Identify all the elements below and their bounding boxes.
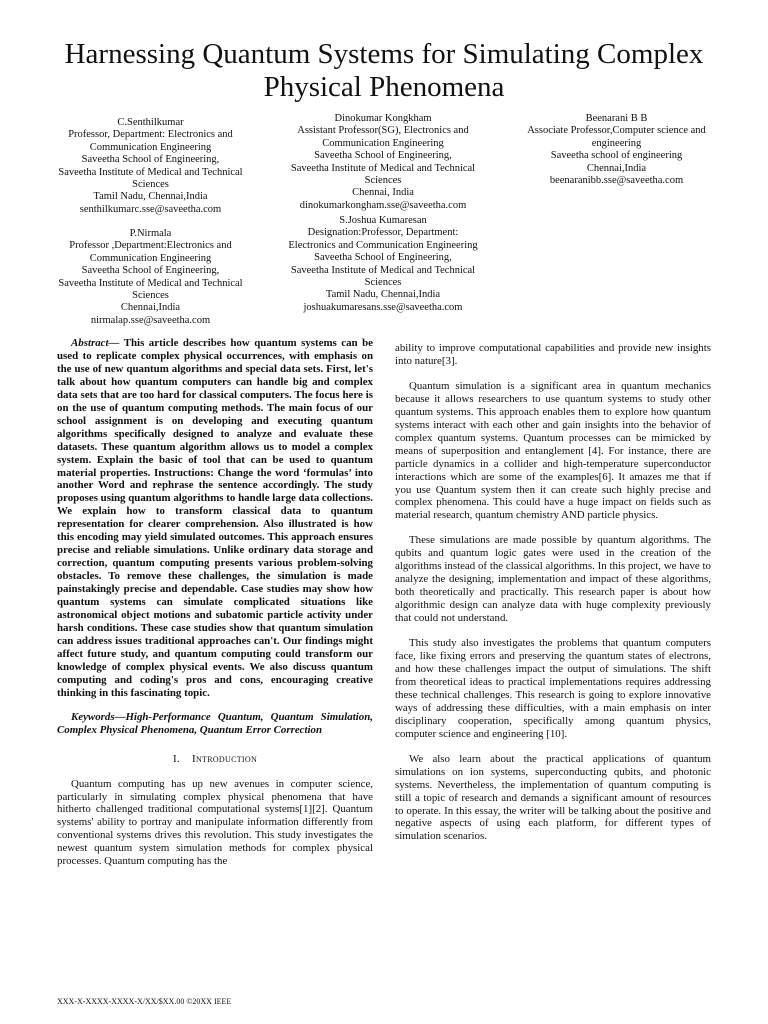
- abstract: [57, 337, 373, 700]
- right-column: [395, 342, 711, 843]
- left-column: [57, 337, 373, 868]
- intro-paragraph-5: We also learn about the practical applications of quantum simulations on ion systems, superconducting qubits, and photonic systems. Nevertheless, the implementation of quantum computing is still a topic of research and demands a significant amount of resources to operate. In this essay, the writer will be talking about the positive and negative aspects of using each platform, for different types of simulation scenarios.: [395, 752, 711, 843]
- intro-paragraph-continued: ability to improve computational capabilities and provide new insights into nature[3].: [395, 342, 711, 367]
- section-heading: [57, 753, 373, 766]
- author-block-2: Dinokumar Kongkham Assistant Professor(SG), Electronics and Communication Engineering Saveetha School of Engineering, Saveetha Institute of Medical and Technical Sciences Chennai, India dinokumarkongham.sse@saveetha.com: [290, 113, 476, 211]
- paper-title: Harnessing Quantum Systems for Simulating Complex Physical Phenomena: [64, 38, 704, 103]
- section-number: I.: [172, 752, 180, 765]
- section-title: Introduction: [191, 752, 258, 765]
- intro-paragraph-4: This study also investigates the problems that quantum computers face, like fixing errors and preserving the quantum states of electrons, and how these challenges impact the output of simulations. The shift from theoretical ideas to practical implementations requires addressing these technical challenges. This research is going to explore innovative ways of addressing these difficulties, with a main emphasis on inter disciplinary cooperation, specifically among quantum physics, computer science and engineering [10].: [395, 637, 711, 740]
- author-block-5: S.Joshua Kumaresan Designation:Professor, Department: Electronics and Communication Engineering Saveetha School of Engineering, Saveetha Institute of Medical and Technical Sciences Tamil Nadu, Chennai,India joshuakumaresans.sse@saveetha.com: [288, 215, 478, 313]
- author-block-4: P.Nirmala Professor ,Department:Electronics and Communication Engineering Saveetha School of Engineering, Saveetha Institute of Medical and Technical Sciences Chennai,India nirmalap.sse@saveetha.com: [58, 228, 243, 326]
- abstract-text: This article describes how quantum systems can be used to replicate complex physical occurrences, with emphasis on the use of new quantum algorithms and special data sets. First, let's talk about how quantum computers can handle big and complex data sets that are too hard for classical computers. The focus here is on the use of quantum computing methods. The main focus of our school assignment is on developing and executing quantum algorithms specifically designed to analyze and evaluate these datasets. These quantum algorithm allows us to model a complex system. Explain the basic of tool that can be used to quantum material properties. Instructions: Change the word ‘formulas’ into another Word and rephrase the sentence accordingly. The study proposes using quantum algorithms to handle large data collections. We explain how to transform classical data to quantum representation for clearer comprehension. Also illustrated is how this encoding may yield simulated outcomes. This approach ensures precise and reliable simulations. Unlike ordinary data storage and correction, quantum computing presents various problem-solving obstacles. To remove these challenges, the simulation is made painstakingly precise and dependable. Case studies may show how quantum systems can simulate complicated situations like astronomical object motions and subatomic particle activity under harsh conditions. These case studies show that quantum simulation can address issues traditional approaches can't. Our findings might affect future study, and quantum computing could transform our knowledge of complex physical events. We also discuss quantum computing and coding's pros and cons, encouraging creative thinking in this fascinating topic.: [57, 337, 373, 699]
- keywords: Keywords—High-Performance Quantum, Quantum Simulation, Complex Physical Phenomena, Quantum Error Correction: [57, 710, 373, 736]
- intro-paragraph-1: Quantum computing has up new avenues in computer science, particularly in simulating complex physical phenomena that have hitherto challenged traditional computational systems[1][2]. Quantum systems' ability to portray and manipulate information differently from conventional systems drives this revolution. This study investigates the newest quantum system simulation methods for complex physical processes. Quantum computing has the: [57, 777, 373, 868]
- author-block-3: Beenarani B B Associate Professor,Computer science and engineering Saveetha school of engineering Chennai,India beenaranibb.sse@saveetha.com: [527, 113, 706, 187]
- intro-paragraph-3: These simulations are made possible by quantum algorithms. The qubits and quantum logic gates were used in the creation of the algorithms instead of the classical algorithms. In this project, we have to analyze the designing, implementation and impact of these algorithms, both theoretically and practically. This research paper is about how algorithmic design can analyze data with huge complexity previously that could not understand.: [395, 534, 711, 625]
- abstract-label: Abstract—: [71, 337, 120, 349]
- author-block-1: C.Senthilkumar Professor, Department: Electronics and Communication Engineering Saveetha School of Engineering, Saveetha Institute of Medical and Technical Sciences Tamil Nadu, Chennai,India senthilkumarc.sse@saveetha.com: [58, 117, 243, 215]
- copyright-footer: XXX-X-XXXX-XXXX-X/XX/$XX.00 ©20XX IEEE: [57, 997, 232, 1006]
- intro-paragraph-2: Quantum simulation is a significant area in quantum mechanics because it allows researchers to use quantum systems to study other quantum systems. This approach enables them to explore how quantum systems interact with each other and gain insights into the behavior of complex quantum systems. Quantum processes can be mimicked by means of superposition and entanglement [4]. For instance, there are particle dynamics in a collider and high-temperature superconductor interactions which are some of the examples[6]. It amazes me that if you use Quantum system then it can create such highly precise and complex phenomena. This could have a huge impact on fields such as material research, quantum chemistry AND particle physics.: [395, 379, 711, 522]
